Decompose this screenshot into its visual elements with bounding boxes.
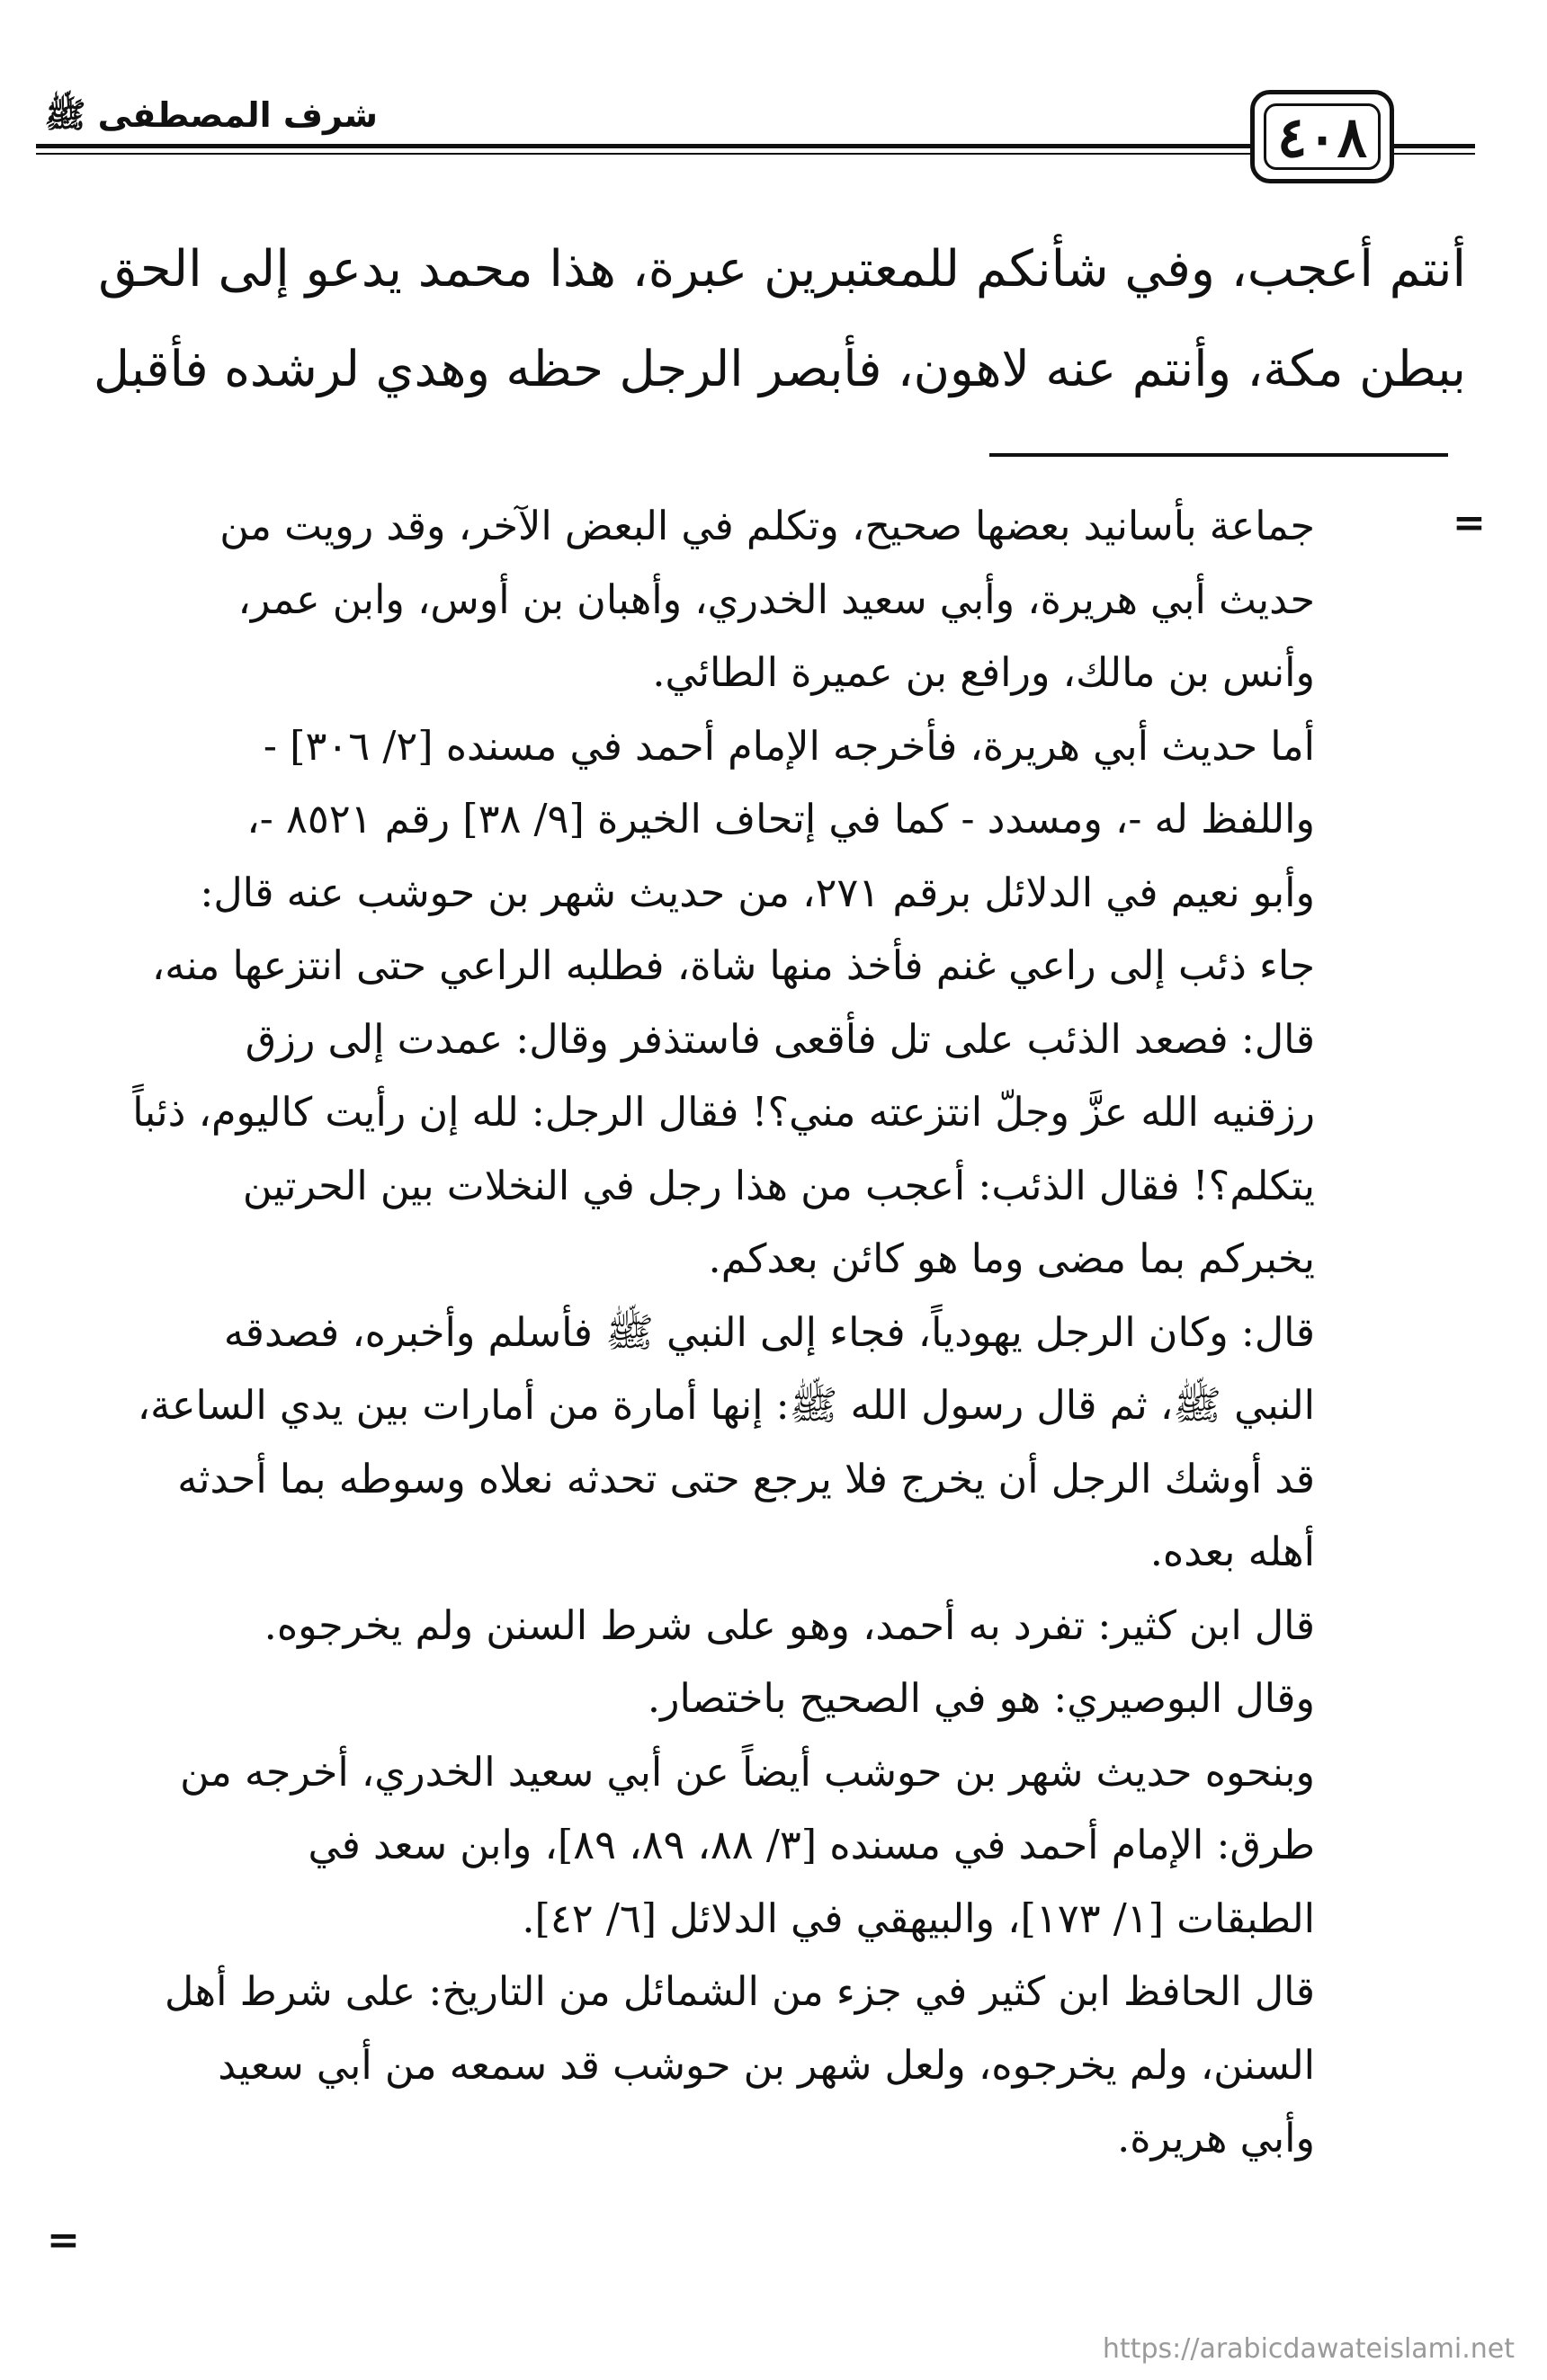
- footnote-line: قال: فصعد الذئب على تل فأقعى فاستذفر وقال: عمدت إلى رزق: [245, 1016, 1315, 1063]
- footnote-line: يخبركم بما مضى وما هو كائن بعدكم.: [708, 1236, 1315, 1282]
- footnote-line: وقال البوصيري: هو في الصحيح باختصار.: [647, 1676, 1315, 1722]
- continuation-mark-bottom: =: [47, 2217, 80, 2263]
- page-number: ٤٠٨: [1277, 103, 1367, 170]
- main-line: أنتم أعجب، وفي شأنكم للمعتبرين عبرة، هذا محمد يدعو إلى الحق: [98, 240, 1466, 299]
- footnote-line: جماعة بأسانيد بعضها صحيح، وتكلم في البعض الآخر، وقد رويت من: [219, 504, 1315, 549]
- footnote-line: رزقنيه الله عزَّ وجلّ انتزعته مني؟! فقال الرجل: لله إن رأيت كاليوم، ذئباً: [132, 1090, 1315, 1136]
- main-text: [83, 220, 1466, 418]
- footnote-line: قد أوشك الرجل أن يخرج فلا يرجع حتى تحدثه نعلاه وسوطه بما أحدثه: [177, 1456, 1315, 1502]
- footnote-line: النبي ﷺ، ثم قال رسول الله ﷺ: إنها أمارة من أمارات بين يدي الساعة،: [137, 1383, 1315, 1429]
- footnote-line: وأبو نعيم في الدلائل برقم ٢٧١، من حديث شهر بن حوشب عنه قال:: [200, 869, 1315, 916]
- footnote-line: جاء ذئب إلى راعي غنم فأخذ منها شاة، فطلبه الراعي حتى انتزعها منه،: [151, 943, 1315, 989]
- footnote-line: طرق: الإمام أحمد في مسنده [٣/ ٨٨، ٨٩، ٨٩]، وابن سعد في: [308, 1823, 1315, 1868]
- footnote-line: الطبقات [١/ ١٧٣]، والبيهقي في الدلائل [٦/ ٤٢].: [522, 1895, 1315, 1942]
- footnote-line: قال ابن كثير: تفرد به أحمد، وهو على شرط السنن ولم يخرجوه.: [264, 1602, 1315, 1649]
- footnote-line: واللفظ له -، ومسدد - كما في إتحاف الخيرة [٩/ ٣٨] رقم ٨٥٢١ -،: [246, 797, 1315, 842]
- footnote-line: وأنس بن مالك، ورافع بن عميرة الطائي.: [652, 650, 1315, 696]
- footnote-line: أما حديث أبي هريرة، فأخرجه الإمام أحمد في مسنده [٢/ ٣٠٦] -: [263, 723, 1315, 770]
- header-rule-right-bottom: [1394, 153, 1475, 155]
- page-number-frame: [1250, 90, 1394, 183]
- header-rule-bottom: [36, 153, 1250, 155]
- watermark-url: https://arabicdawateislami.net: [1102, 2333, 1515, 2365]
- continuation-mark-top: =: [1453, 500, 1486, 546]
- footnotes: [83, 490, 1315, 2176]
- footnote-line: السنن، ولم يخرجوه، ولعل شهر بن حوشب قد سمعه من أبي سعيد: [218, 2042, 1315, 2089]
- footnote-separator: [989, 453, 1448, 457]
- footnote-line: وأبي هريرة.: [1117, 2116, 1315, 2162]
- footnote-line: حديث أبي هريرة، وأبي سعيد الخدري، وأهبان بن أوس، وابن عمر،: [237, 576, 1315, 623]
- footnote-line: يتكلم؟! فقال الذئب: أعجب من هذا رجل في النخلات بين الحرتين: [242, 1163, 1315, 1209]
- footnote-line: وبنحوه حديث شهر بن حوشب أيضاً عن أبي سعيد الخدري، أخرجه من: [180, 1749, 1315, 1796]
- header-rule-right-top: [1394, 144, 1475, 148]
- header-rule-top: [36, 144, 1250, 148]
- footnote-line: أهله بعده.: [1149, 1529, 1315, 1575]
- footnote-line: قال الحافظ ابن كثير في جزء من الشمائل من التاريخ: على شرط أهل: [164, 1969, 1315, 2015]
- footnote-line: قال: وكان الرجل يهودياً، فجاء إلى النبي ﷺ فأسلم وأخبره، فصدقه: [223, 1309, 1315, 1356]
- main-line: ببطن مكة، وأنتم عنه لاهون، فأبصر الرجل حظه وهدي لرشده فأقبل: [94, 340, 1466, 397]
- running-head-title: شرف المصطفى ﷺ: [44, 95, 378, 135]
